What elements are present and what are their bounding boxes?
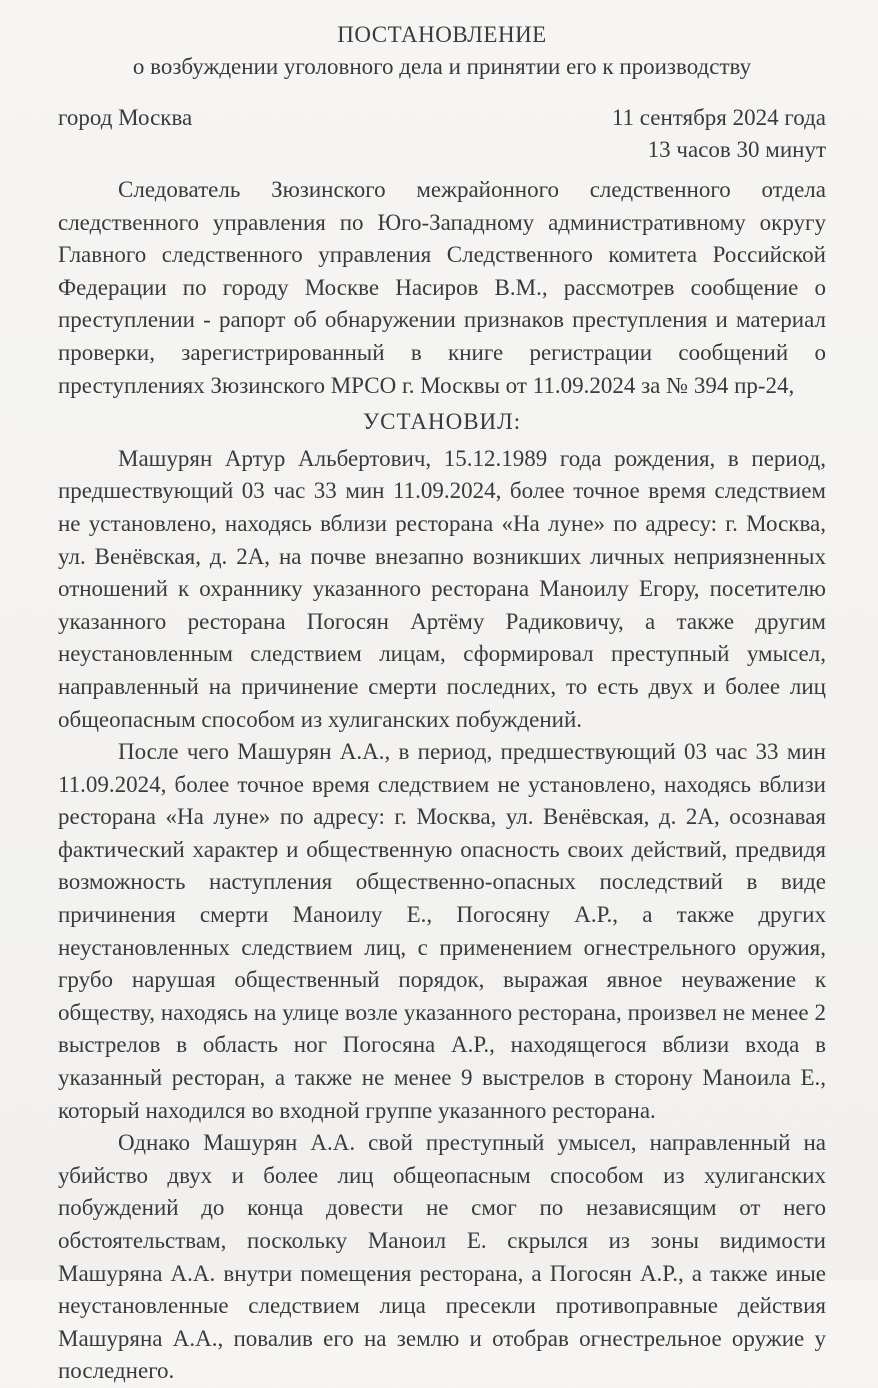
- date-time-block: [612, 102, 826, 166]
- document-date: 11 сентября 2024 года: [611, 105, 826, 130]
- place-date-block: [58, 102, 826, 166]
- document-subtitle: о возбуждении уголовного дела и принятии его к производству: [132, 54, 752, 79]
- intro-paragraph: Следователь Зюзинского межрайонного следственного отдела следственного управления по Юго-Западному административному округу Главного следственного управления Следственного комитета Российской Федерации по городу Москве Насиров В.М., рассмотрев сообщение о преступлении - рапорт об обнаружении признаков преступления и материал проверки, зарегистрированный в книге регистрации сообщений о преступлениях Зюзинского МРСО г. Москвы от 11.09.2024 за № 394 пр-24,: [58, 177, 826, 398]
- body-paragraph-3: Однако Машурян А.А. свой преступный умысел, направленный на убийство двух и более лиц общеопасным способом из хулиганских побуждений до конца довести не смог по независящим от него обстоятельствам, поскольку Маноил Е. скрылся из зоны видимости Машуряна А.А. внутри помещения ресторана, а Погосян А.Р., а также иные неустановленные следствием лица пресекли противоправные действия Машуряна А.А., повалив его на землю и отобрав огнестрельное оружие у последнего.: [58, 1130, 826, 1384]
- document-title: ПОСТАНОВЛЕНИЕ: [337, 22, 547, 47]
- body-paragraph-2: После чего Машурян А.А., в период, предшествующий 03 час 33 мин 11.09.2024, более точное время следствием не установлено, находясь вблизи ресторана «На луне» по адресу: г. Москва, ул. Венёвская, д. 2А, осознавая фактический характер и общественную опасность своих действий, предвидя возможность наступления общественно-опасных последствий в виде причинения смерти Маноилу Е., Погосяну А.Р., а также других неустановленных следствием лиц, с применением огнестрельного оружия, грубо нарушая общественный порядок, выражая явное неуважение к обществу, находясь на улице возле указанного ресторана, произвел не менее 2 выстрелов в область ног Погосяна А.Р., находящегося вблизи входа в указанный ресторан, а также не менее 9 выстрелов в сторону Маноила Е., который находился во входной группе указанного ресторана.: [58, 739, 826, 1123]
- body-paragraph-1: Машурян Артур Альбертович, 15.12.1989 года рождения, в период, предшествующий 03 час 33 мин 11.09.2024, более точное время следствием не установлено, находясь вблизи ресторана «На луне» по адресу: г. Москва, ул. Венёвская, д. 2А, на почве внезапно возникших личных неприязненных отношений к охраннику указанного ресторана Маноилу Егору, посетителю указанного ресторана Погосян Артёму Радиковичу, а также другим неустановленным следствием лицам, сформировал преступный умысел, направленный на причинение смерти последних, то есть двух и более лиц общеопасным способом из хулиганских побуждений.: [58, 445, 826, 732]
- city-label: город Москва: [58, 105, 193, 130]
- document-time: 13 часов 30 минут: [647, 137, 826, 162]
- established-heading: УСТАНОВИЛ:: [362, 409, 522, 435]
